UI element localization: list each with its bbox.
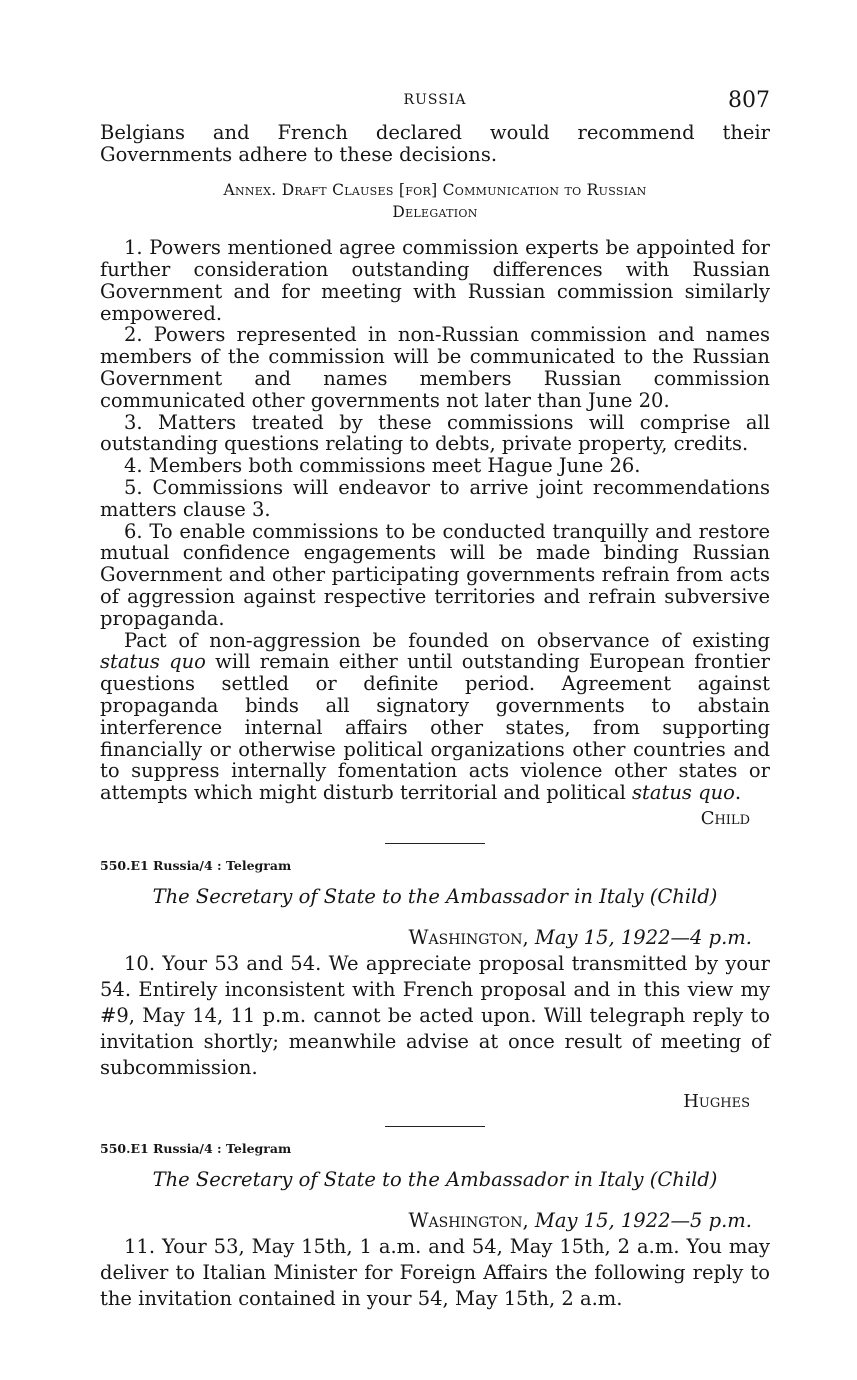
dateline-date-1: May 15, 1922—4 p.m.	[534, 925, 752, 949]
telegram-body-2: 11. Your 53, May 15th, 1 a.m. and 54, May 15th, 2 a.m. You may deliver to Italian Minister for Foreign Affairs the following reply to the invitation contained in your 54, May 15th, 2 a.m.	[100, 1234, 770, 1310]
pact-italic-2: status quo	[632, 781, 735, 805]
annex-title	[130, 179, 740, 223]
section-divider-1	[385, 843, 485, 844]
annex-title-line1: Annex. Draft Clauses [for] Communication to Russian	[223, 181, 647, 200]
pact-paragraph	[100, 630, 770, 804]
file-reference-2: 550.E1 Russia/4 : Telegram	[100, 1140, 292, 1156]
clause-1: 1. Powers mentioned agree commission experts be appointed for further consideration outstanding differences with Russian Government and for meeting with Russian commission similarly empowered.	[100, 236, 770, 325]
section-divider-2	[385, 1126, 485, 1127]
pact-text-2: will remain either until outstanding European frontier questions settled or definite period. Agreement against propaganda binds all signatory governments to abstain interference internal affairs other states, from supporting financially or otherwise political organizations other countries and to suppress internally fomentation acts violence other states or attempts which might disturb territorial and political	[100, 650, 770, 805]
dateline-date-2: May 15, 1922—5 p.m.	[534, 1208, 752, 1232]
clause-6: 6. To enable commissions to be conducted tranquilly and restore mutual confidence engagements will be made binding Russian Government and other participating governments refrain from acts of aggression against respective territories and refrain subversive propaganda.	[100, 519, 770, 630]
pact-text-1: Pact of non-aggression be founded on observance of existing	[124, 628, 770, 652]
dateline-place-1: Washington,	[408, 925, 529, 949]
running-head	[100, 88, 770, 122]
clause-4: 4. Members both commissions meet Hague June 26.	[124, 454, 641, 478]
page-number: 807	[728, 88, 770, 113]
dateline-1	[100, 926, 770, 949]
clause-2: 2. Powers represented in non-Russian commission and names members of the commission will be communicated to the Russian Government and names members Russian commission communicated other governments not later than June 20.	[100, 323, 770, 412]
intro-paragraph: Belgians and French declared would recommend their Governments adhere to these decisions.	[100, 121, 770, 166]
dateline-2	[100, 1209, 770, 1232]
annex-title-line2: Delegation	[392, 203, 478, 222]
annex-signature: Child	[700, 807, 750, 829]
clause-5: 5. Commissions will endeavor to arrive joint recommendations matters clause 3.	[100, 475, 770, 521]
telegram-signature-1: Hughes	[683, 1090, 750, 1112]
annex-clauses	[100, 237, 770, 804]
file-reference-1: 550.E1 Russia/4 : Telegram	[100, 857, 292, 873]
document-title-1: The Secretary of State to the Ambassador in Italy (Child)	[152, 884, 718, 908]
dateline-place-2: Washington,	[408, 1208, 529, 1232]
pact-italic-1: status quo	[100, 650, 206, 674]
clause-3: 3. Matters treated by these commissions will comprise all outstanding questions relating to debts, private property, credits.	[100, 410, 770, 456]
pact-end: .	[734, 781, 742, 805]
running-title: RUSSIA	[403, 92, 467, 108]
document-page	[100, 88, 770, 1312]
document-title-2: The Secretary of State to the Ambassador in Italy (Child)	[152, 1167, 718, 1191]
telegram-body-1: 10. Your 53 and 54. We appreciate proposal transmitted by your 54. Entirely inconsistent with French proposal and in this view my #9, May 14, 11 p.m. cannot be acted upon. Will telegraph reply to invitation shortly; meanwhile advise at once result of meeting of subcommission.	[100, 951, 770, 1079]
